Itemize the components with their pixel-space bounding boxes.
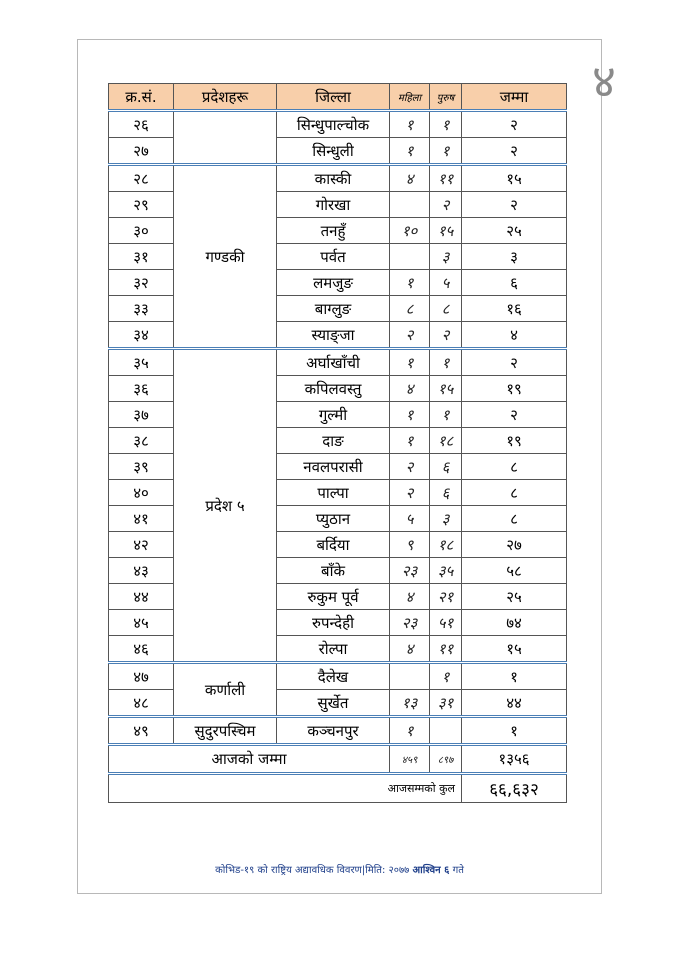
male-cell: १५ (430, 218, 462, 244)
district-cell: स्याङ्जा (277, 322, 390, 349)
male-cell: २ (430, 192, 462, 218)
total-cell: ३ (462, 244, 567, 270)
district-cell: बाँके (277, 558, 390, 584)
female-cell: २ (390, 322, 430, 349)
footer (77, 862, 602, 876)
table-row (109, 717, 567, 745)
sn-cell: ३२ (109, 270, 174, 296)
header-district: जिल्ला (277, 84, 390, 111)
total-cell: १६ (462, 296, 567, 322)
total-cell: ६ (462, 270, 567, 296)
district-cell: लमजुङ (277, 270, 390, 296)
male-cell: ८ (430, 296, 462, 322)
female-cell (390, 244, 430, 270)
total-cell: ८ (462, 454, 567, 480)
today-total-row (109, 745, 567, 774)
male-cell: ११ (430, 165, 462, 192)
total-cell: १९ (462, 376, 567, 402)
female-cell: १ (390, 349, 430, 376)
sn-cell: ४३ (109, 558, 174, 584)
district-cell: नवलपरासी (277, 454, 390, 480)
male-cell (430, 717, 462, 745)
total-cell: ४४ (462, 690, 567, 717)
female-cell: २३ (390, 558, 430, 584)
sn-cell: ३१ (109, 244, 174, 270)
male-cell: ३५ (430, 558, 462, 584)
sn-cell: ३६ (109, 376, 174, 402)
male-cell: १ (430, 138, 462, 165)
total-cell: २ (462, 192, 567, 218)
province-karnali: कर्णाली (174, 663, 277, 717)
district-cell: गुल्मी (277, 402, 390, 428)
sn-cell: ४६ (109, 636, 174, 663)
district-cell: सिन्धुली (277, 138, 390, 165)
male-cell: ६ (430, 454, 462, 480)
sn-cell: ३९ (109, 454, 174, 480)
total-cell: १ (462, 663, 567, 690)
male-cell: ११ (430, 636, 462, 663)
female-cell: ८ (390, 296, 430, 322)
female-cell (390, 663, 430, 690)
female-cell: १३ (390, 690, 430, 717)
female-cell: २३ (390, 610, 430, 636)
male-cell: ३१ (430, 690, 462, 717)
sn-cell: ४२ (109, 532, 174, 558)
footer-text: कोभिड-१९ को राष्ट्रिय अद्यावधिक विवरण|मिति: २०७७ (215, 865, 413, 876)
district-cell: गोरखा (277, 192, 390, 218)
sn-cell: २८ (109, 165, 174, 192)
male-cell: ५१ (430, 610, 462, 636)
district-cell: बर्दिया (277, 532, 390, 558)
province-gandaki: गण्डकी (174, 165, 277, 349)
header-female: महिला (390, 84, 430, 111)
province-p5: प्रदेश ५ (174, 349, 277, 663)
province-cell-blank (174, 111, 277, 165)
female-cell: ४ (390, 376, 430, 402)
female-cell: ५ (390, 506, 430, 532)
male-cell: २१ (430, 584, 462, 610)
total-cell: २ (462, 349, 567, 376)
district-cell: तनहुँ (277, 218, 390, 244)
district-cell: रुकुम पूर्व (277, 584, 390, 610)
male-cell: १५ (430, 376, 462, 402)
total-cell: २ (462, 138, 567, 165)
header-total: जम्मा (462, 84, 567, 111)
district-cell: पाल्पा (277, 480, 390, 506)
today-total-label: आजको जम्मा (109, 745, 390, 774)
female-cell: ४ (390, 584, 430, 610)
male-cell: ३ (430, 244, 462, 270)
cumulative-label: आजसम्मको कुल (109, 774, 462, 803)
sn-cell: ४७ (109, 663, 174, 690)
female-cell: १ (390, 717, 430, 745)
male-cell: ६ (430, 480, 462, 506)
footer-month: आश्विन ६ (412, 865, 450, 876)
total-cell: २५ (462, 218, 567, 244)
female-cell: ४ (390, 165, 430, 192)
total-cell: २५ (462, 584, 567, 610)
district-cell: सिन्धुपाल्चोक (277, 111, 390, 138)
district-cell: रुपन्देही (277, 610, 390, 636)
sn-cell: ४८ (109, 690, 174, 717)
total-cell: १५ (462, 165, 567, 192)
female-cell: ९ (390, 532, 430, 558)
total-cell: २७ (462, 532, 567, 558)
sn-cell: ३५ (109, 349, 174, 376)
table-row (109, 165, 567, 192)
today-female: ४५९ (390, 745, 430, 774)
today-male: ८९७ (430, 745, 462, 774)
sn-cell: ४१ (109, 506, 174, 532)
district-cell: बाग्लुङ (277, 296, 390, 322)
district-cell: दैलेख (277, 663, 390, 690)
sn-cell: ३८ (109, 428, 174, 454)
female-cell: १० (390, 218, 430, 244)
table-row (109, 663, 567, 690)
table-row (109, 349, 567, 376)
total-cell: १ (462, 717, 567, 745)
covid-district-table (108, 83, 567, 803)
female-cell: १ (390, 111, 430, 138)
total-cell: २ (462, 402, 567, 428)
female-cell: २ (390, 480, 430, 506)
header-province: प्रदेशहरू (174, 84, 277, 111)
district-cell: कञ्चनपुर (277, 717, 390, 745)
cumulative-row (109, 774, 567, 803)
male-cell: ३ (430, 506, 462, 532)
sn-cell: २७ (109, 138, 174, 165)
total-cell: १९ (462, 428, 567, 454)
female-cell: ४ (390, 636, 430, 663)
male-cell: १ (430, 402, 462, 428)
sn-cell: ३३ (109, 296, 174, 322)
district-cell: दाङ (277, 428, 390, 454)
page-number: ४ (592, 54, 616, 108)
male-cell: १ (430, 349, 462, 376)
total-cell: ४ (462, 322, 567, 349)
female-cell: १ (390, 138, 430, 165)
district-cell: अर्घाखाँची (277, 349, 390, 376)
sn-cell: ४५ (109, 610, 174, 636)
male-cell: १८ (430, 428, 462, 454)
footer-end: गते (449, 865, 464, 876)
female-cell: २ (390, 454, 430, 480)
male-cell: ५ (430, 270, 462, 296)
male-cell: १८ (430, 532, 462, 558)
sn-cell: २९ (109, 192, 174, 218)
total-cell: ५८ (462, 558, 567, 584)
district-cell: पर्वत (277, 244, 390, 270)
female-cell: १ (390, 428, 430, 454)
sn-cell: २६ (109, 111, 174, 138)
sn-cell: ३४ (109, 322, 174, 349)
male-cell: १ (430, 663, 462, 690)
district-cell: सुर्खेत (277, 690, 390, 717)
table-header (109, 84, 567, 111)
total-cell: २ (462, 111, 567, 138)
province-sudurpaschim: सुदुरपस्चिम (174, 717, 277, 745)
female-cell: १ (390, 402, 430, 428)
total-cell: ८ (462, 506, 567, 532)
district-cell: कपिलवस्तु (277, 376, 390, 402)
female-cell: १ (390, 270, 430, 296)
total-cell: ७४ (462, 610, 567, 636)
total-cell: ८ (462, 480, 567, 506)
sn-cell: ४४ (109, 584, 174, 610)
sn-cell: ३० (109, 218, 174, 244)
district-cell: कास्की (277, 165, 390, 192)
total-cell: १५ (462, 636, 567, 663)
sn-cell: ४० (109, 480, 174, 506)
sn-cell: ३७ (109, 402, 174, 428)
female-cell (390, 192, 430, 218)
today-total: १३५६ (462, 745, 567, 774)
district-cell: प्युठान (277, 506, 390, 532)
male-cell: २ (430, 322, 462, 349)
sn-cell: ४९ (109, 717, 174, 745)
header-male: पुरुष (430, 84, 462, 111)
table-row (109, 111, 567, 138)
male-cell: १ (430, 111, 462, 138)
cumulative-value: ६६,६३२ (462, 774, 567, 803)
header-sn: क्र.सं. (109, 84, 174, 111)
district-cell: रोल्पा (277, 636, 390, 663)
